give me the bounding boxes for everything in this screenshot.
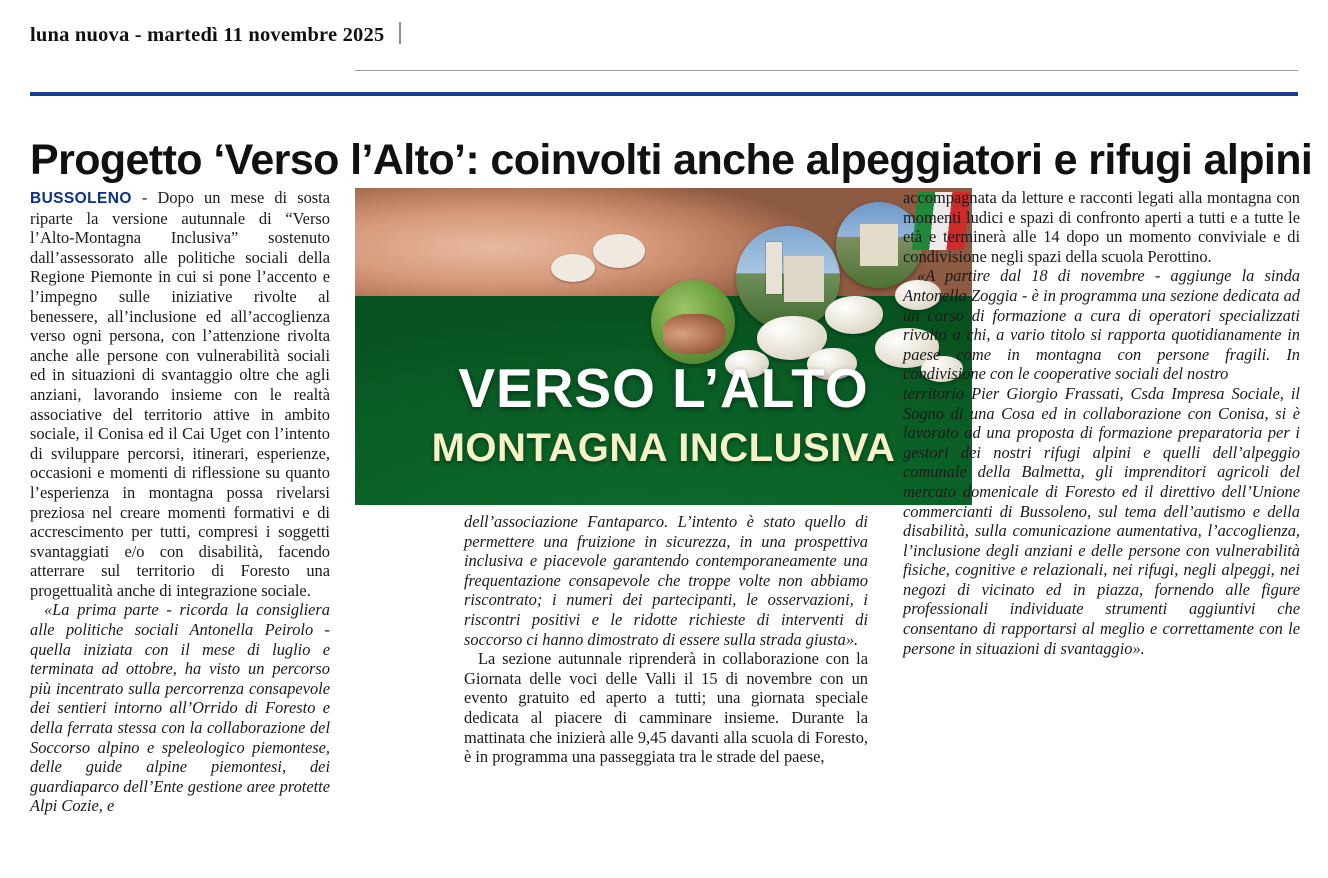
page-title: Progetto ‘Verso l’Alto’: coinvolti anche alpeggiatori e rifugi alpini	[30, 135, 1313, 184]
quote-zoggia-start: «A partire dal 18 di novembre - aggiunge la sinda Antonella Zoggia - è in programma una sezione dedicata ad un corso di formazione a cura di operatori specializzati rivolto a chi, a vario titolo si rapporta quotidianamente in paese come in montagna con persone fragili. In condivisione con le cooperative sociali del nostro	[903, 266, 1300, 384]
stone-shape	[551, 254, 595, 282]
article-paragraph-letture: accompagnata da letture e racconti legati alla montagna con momenti ludici e spazi di confronto aperti a tutti e a tutte le età e terminerà alle 14 dopo un momento conviviale e di condivisione negli spazi della scuola Perottino.	[903, 188, 1300, 266]
article-photo	[355, 188, 972, 505]
article-column-3	[903, 188, 1300, 658]
poster-subtitle: MONTAGNA INCLUSIVA	[431, 426, 896, 470]
article-column-2	[464, 512, 868, 767]
top-hairline	[355, 70, 1298, 71]
masthead	[30, 22, 1298, 56]
quote-zoggia-end: territorio Pier Giorgio Frassati, Csda Impresa Sociale, il Sogno di una Cosa ed in collaborazione con Conisa, si è lavorato ad una proposta di formazione preparatoria per i gestori dei nostri rifugi alpini e quelli dell’alpeggio comunale della Balmetta, gli imprenditori agricoli del mercato domenicale di Foresto ed il direttivo dell’Unione commercianti di Bussoleno, sul tema dell’autismo e della disabilità, sulla comunicazione aumentativa, l’accoglienza, l’inclusione degli anziani e delle persone con vulnerabilità fisiche, cognitive e relazionali, nei rifugi, negli alpeggi, nei negozi di vicinato ed in piazza, fornendo alle figure professionali individuate strumenti aggiuntivi che consentano di rapportarsi al meglio e correttamente con le persone in situazioni di svantaggio».	[903, 383, 1300, 658]
article-lead-paragraph	[30, 188, 330, 600]
article-column-1	[30, 188, 330, 816]
article-paragraph-autunnale: La sezione autunnale riprenderà in collaborazione con la Giornata delle voci delle Valli il 15 di novembre con un evento gratuito ed aperto a tutti; una giornata speciale dedicata al piacere di camminare insieme. Durante la mattinata che inizierà alle 9,45 davanti alla scuola di Foresto, è in programma una passeggiata tra le strade del paese,	[464, 649, 868, 767]
lead-text: - Dopo un mese di sosta riparte la versione autunnale di “Verso l’Alto-Montagna Inclusiva” sostenuto dall’assessorato alle politiche sociali della Regione Piemonte in cui si pone l’accento e l’impegno sulle iniziative rivolte al benessere, all’inclusione ed all’accoglienza verso ogni persona, con l’attenzione rivolta anche alle persone con vulnerabilità sociali ed in situazioni di svantaggio oltre che agli anziani, lavorando insieme con le realtà associative del territorio attive in ambito sociale, il Conisa ed il Cai Uget con l’intento di sviluppare percorsi, itinerari, esperienze, occasioni e momenti di riflessione su quanto l’esperienza in montagna possa rivelarsi preziosa nel creare momenti formativi e di accrescimento per tutti, compresi i soggetti svantaggiati e/o con disabilità, facendo atterrare sul territorio di Foresto una progettualità anche di integrazione sociale.	[30, 188, 330, 600]
quote-peirolo-continued: dell’associazione Fantaparco. L’intento è stato quello di permettere una fruizione in sicurezza, in una prospettiva inclusiva e piacevole garantendo contemporaneamente una frequentazione consapevole che troppe volte non abbiamo riscontrato; i numeri dei partecipanti, le osservazioni, i riscontri positivi e le ridotte richieste di interventi di soccorso ci hanno dimostrato di essere sulla strada giusta».	[464, 512, 868, 649]
masthead-divider	[399, 22, 401, 44]
headline-rule	[30, 92, 1298, 96]
poster-title: VERSO L’ALTO	[458, 357, 869, 419]
dateline: BUSSOLENO	[30, 190, 132, 207]
inset-photo-hikers	[651, 280, 735, 364]
masthead-date: luna nuova - martedì 11 novembre 2025	[30, 24, 385, 46]
stone-shape	[593, 234, 645, 268]
quote-peirolo: «La prima parte - ricorda la consigliera alle politiche sociali Antonella Peirolo - quella iniziata con il mese di luglio e terminata ad ottobre, ha visto un percorso più incentrato sulla percorrenza consapevole dei sentieri intorno all’Orrido di Foresto e della ferrata stessa con la collaborazione del Soccorso alpino e speleologico piemontese, delle guide alpine piemontesi, dei guardiaparco dell’Ente gestione aree protette Alpi Cozie, e	[30, 600, 330, 816]
